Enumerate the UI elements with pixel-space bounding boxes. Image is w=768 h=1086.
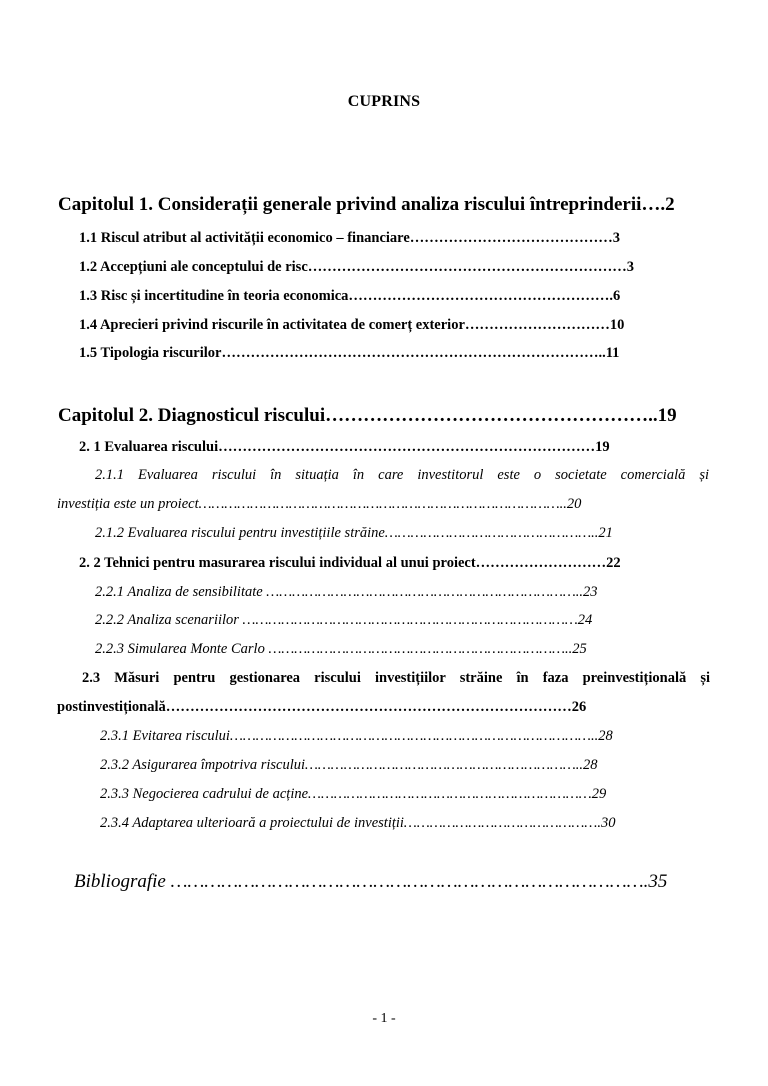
toc-entry-2-2-2: 2.2.2 Analiza scenariilor ……………………………………………………………………24 bbox=[95, 612, 593, 628]
page-number: - 1 - bbox=[372, 1011, 396, 1026]
toc-entry-2-2: 2. 2 Tehnici pentru masurarea riscului individual al unui proiect………………………22 bbox=[79, 555, 621, 571]
toc-entry-2-3-2: 2.3.2 Asigurarea împotriva riscului………………………………………………………..28 bbox=[100, 757, 598, 773]
toc-entry-1-5: 1.5 Tipologia riscurilor……………………………………………………………………..11 bbox=[79, 345, 620, 361]
toc-entry-1-2: 1.2 Accepțiuni ale conceptului de risc…………………………………………………………3 bbox=[79, 259, 635, 275]
toc-entry-2-3-1: 2.3.1 Evitarea riscului…………………………………………………………………………..28 bbox=[100, 728, 613, 744]
toc-entry-1-1: 1.1 Riscul atribut al activității economico – financiare……………………………………3 bbox=[79, 230, 621, 246]
toc-entry-2-2-1: 2.2.1 Analiza de sensibilitate ………………………………………………………………..23 bbox=[95, 584, 598, 600]
chapter-1-heading: Capitolul 1. Considerații generale privind analiza riscului întreprinderii….2 bbox=[58, 194, 675, 215]
toc-entry-2-1-1-line1: 2.1.1 Evaluarea riscului în situația în care investitorul este o societate comercială și bbox=[95, 467, 709, 483]
toc-entry-2-1-1-line2: investiția este un proiect…………………………………………………………………………..20 bbox=[57, 496, 582, 512]
toc-entry-2-3-line1: 2.3 Măsuri pentru gestionarea riscului investițiilor străine în faza preinvestițională și bbox=[82, 670, 710, 686]
toc-entry-2-2-3: 2.2.3 Simularea Monte Carlo ……………………………………………………………..25 bbox=[95, 641, 587, 657]
chapter-2-heading: Capitolul 2. Diagnosticul riscului……………………………………………..19 bbox=[58, 405, 677, 426]
bibliography-entry: Bibliografie ………………………………………………………………………….35 bbox=[74, 871, 668, 892]
toc-entry-2-3-line2: postinvestițională…………………………………………………………………………26 bbox=[57, 699, 587, 715]
toc-entry-1-3: 1.3 Risc și incertitudine în teoria economica……………………………………………….6 bbox=[79, 288, 621, 304]
toc-entry-1-4: 1.4 Aprecieri privind riscurile în activitatea de comerț exterior…………………………10 bbox=[79, 317, 625, 333]
toc-entry-2-1: 2. 1 Evaluarea riscului……………………………………………………………………19 bbox=[79, 439, 610, 455]
toc-entry-2-1-2: 2.1.2 Evaluarea riscului pentru investițiile străine…………………………………………..21 bbox=[95, 525, 613, 541]
toc-entry-2-3-4: 2.3.4 Adaptarea ulterioară a proiectului de investiții……………………………………….30 bbox=[100, 815, 616, 831]
toc-entry-2-3-3: 2.3.3 Negocierea cadrului de acține…………………………………………………………29 bbox=[100, 786, 607, 802]
toc-title: CUPRINS bbox=[347, 93, 421, 110]
